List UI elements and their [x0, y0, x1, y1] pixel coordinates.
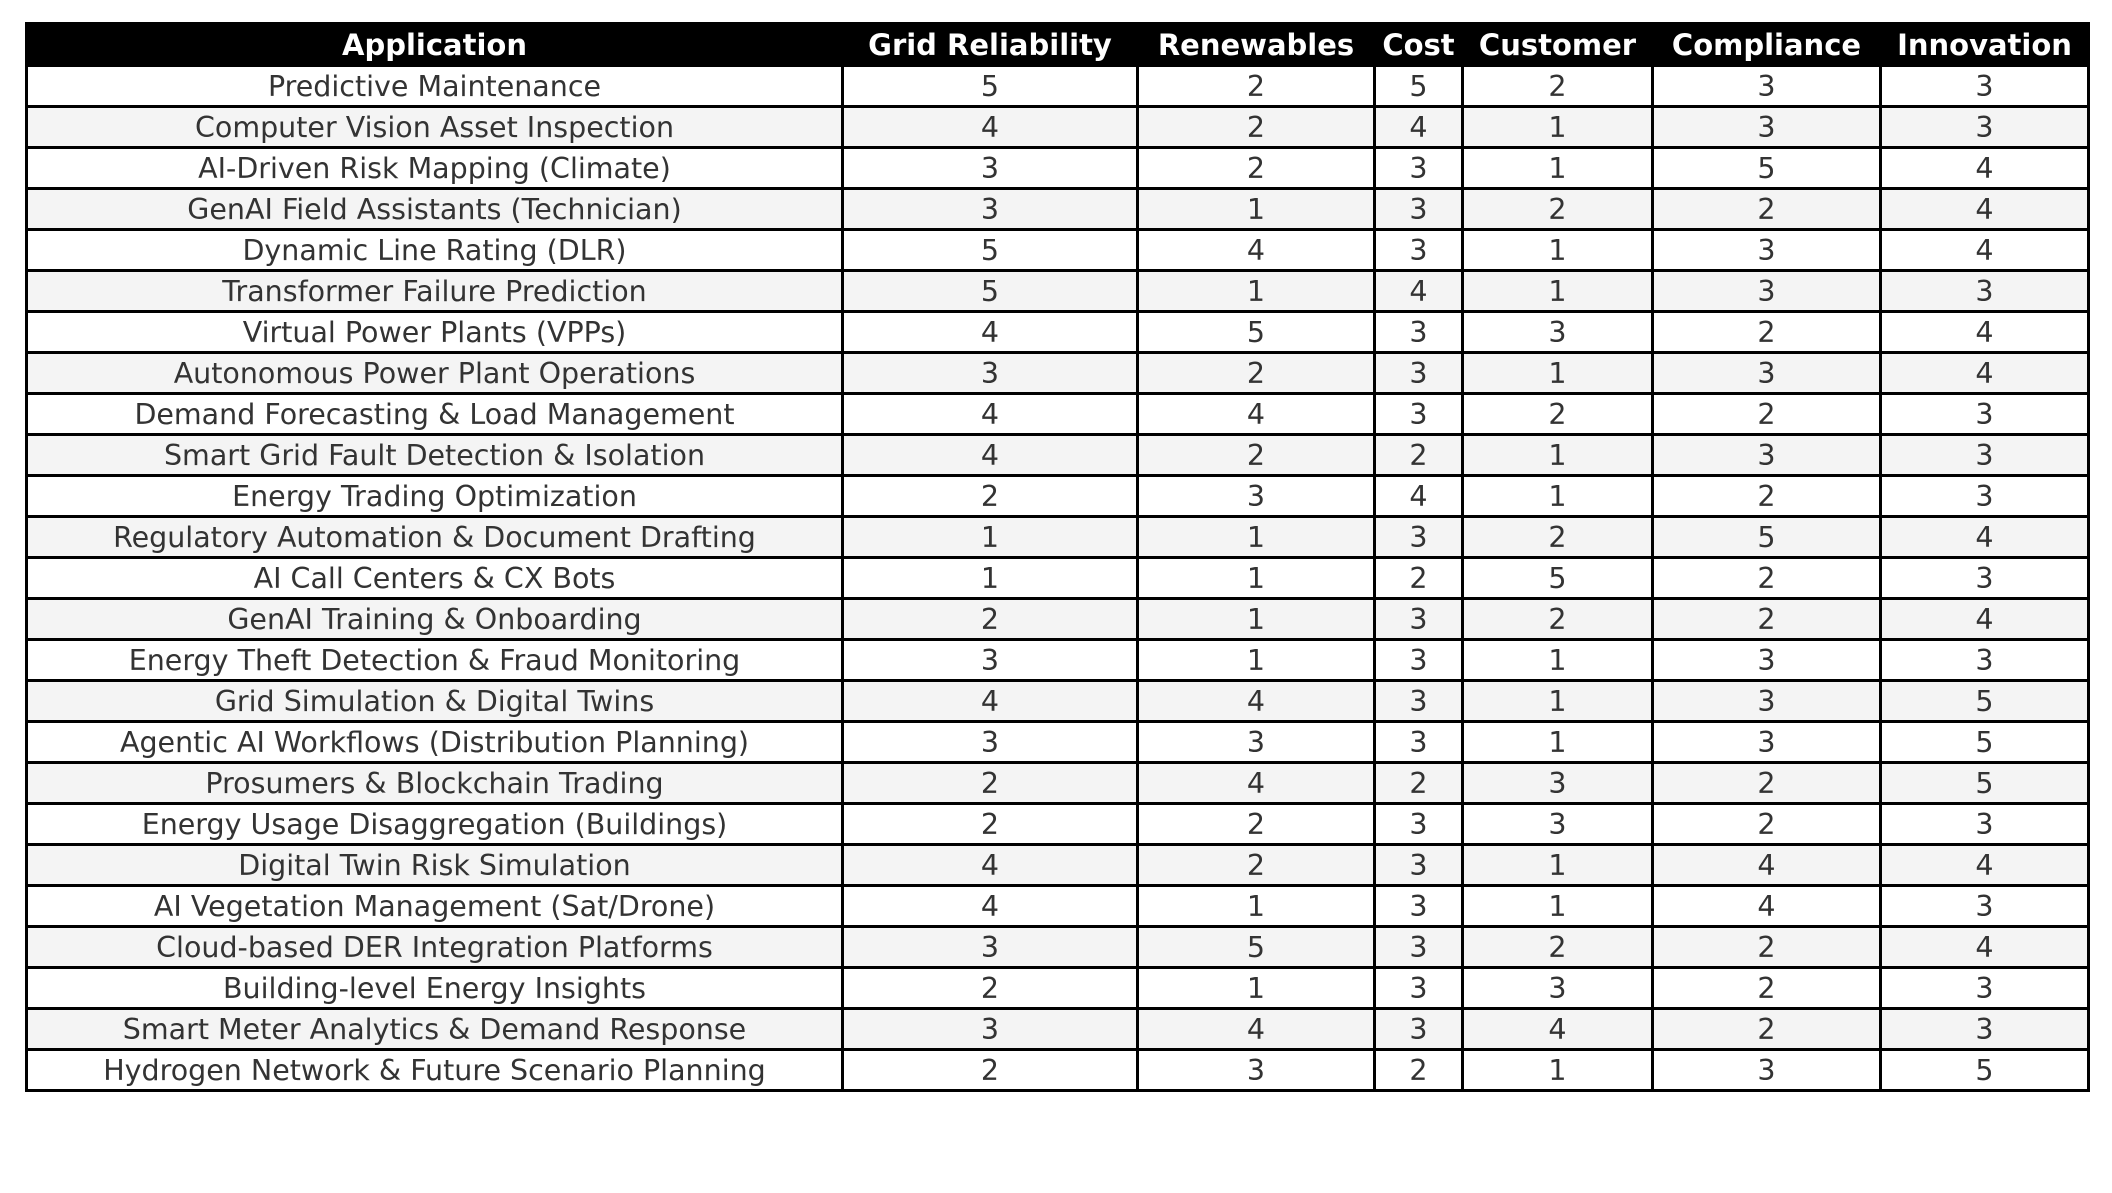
score-cell: 1: [1463, 886, 1653, 927]
application-cell: AI Vegetation Management (Sat/Drone): [27, 886, 843, 927]
score-cell: 3: [1881, 435, 2089, 476]
application-cell: Autonomous Power Plant Operations: [27, 353, 843, 394]
score-cell: 3: [1463, 968, 1653, 1009]
score-cell: 4: [1375, 476, 1463, 517]
score-cell: 4: [843, 394, 1138, 435]
score-cell: 3: [843, 189, 1138, 230]
score-cell: 3: [1375, 189, 1463, 230]
score-cell: 1: [1463, 271, 1653, 312]
column-header: Renewables: [1138, 24, 1375, 66]
score-cell: 4: [1138, 681, 1375, 722]
score-cell: 2: [843, 804, 1138, 845]
table-row: [27, 968, 2089, 1009]
score-cell: 3: [1375, 353, 1463, 394]
application-cell: Hydrogen Network & Future Scenario Planning: [27, 1050, 843, 1091]
score-cell: 2: [1138, 107, 1375, 148]
column-header: Compliance: [1653, 24, 1881, 66]
score-cell: 3: [1375, 1009, 1463, 1050]
score-cell: 4: [843, 107, 1138, 148]
table-row: [27, 189, 2089, 230]
score-cell: 3: [1653, 681, 1881, 722]
score-cell: 3: [1138, 1050, 1375, 1091]
application-cell: GenAI Training & Onboarding: [27, 599, 843, 640]
score-cell: 1: [1138, 640, 1375, 681]
score-cell: 2: [1653, 1009, 1881, 1050]
application-cell: Computer Vision Asset Inspection: [27, 107, 843, 148]
score-cell: 3: [1375, 722, 1463, 763]
score-cell: 2: [843, 763, 1138, 804]
score-cell: 4: [843, 312, 1138, 353]
column-header: Grid Reliability: [843, 24, 1138, 66]
score-cell: 3: [1375, 148, 1463, 189]
score-cell: 4: [843, 845, 1138, 886]
score-cell: 3: [1375, 312, 1463, 353]
score-cell: 2: [1653, 763, 1881, 804]
header-row: [27, 24, 2089, 66]
score-cell: 2: [843, 968, 1138, 1009]
score-cell: 3: [1881, 476, 2089, 517]
score-cell: 4: [1375, 107, 1463, 148]
score-cell: 2: [1653, 394, 1881, 435]
score-cell: 3: [1653, 1050, 1881, 1091]
application-cell: Energy Usage Disaggregation (Buildings): [27, 804, 843, 845]
score-cell: 4: [843, 435, 1138, 476]
score-cell: 2: [1463, 189, 1653, 230]
application-cell: Transformer Failure Prediction: [27, 271, 843, 312]
application-cell: AI-Driven Risk Mapping (Climate): [27, 148, 843, 189]
application-cell: GenAI Field Assistants (Technician): [27, 189, 843, 230]
score-cell: 3: [1653, 66, 1881, 107]
score-cell: 2: [1138, 435, 1375, 476]
score-cell: 3: [843, 927, 1138, 968]
table-row: [27, 599, 2089, 640]
score-cell: 2: [1653, 927, 1881, 968]
score-cell: 5: [1881, 1050, 2089, 1091]
score-cell: 3: [1881, 1009, 2089, 1050]
score-cell: 3: [1375, 599, 1463, 640]
score-cell: 1: [1463, 845, 1653, 886]
score-cell: 4: [1881, 312, 2089, 353]
score-cell: 3: [1463, 804, 1653, 845]
score-cell: 5: [843, 271, 1138, 312]
score-cell: 1: [1138, 558, 1375, 599]
score-cell: 4: [1881, 599, 2089, 640]
score-cell: 3: [1881, 107, 2089, 148]
score-cell: 5: [1653, 148, 1881, 189]
score-cell: 5: [1375, 66, 1463, 107]
score-cell: 4: [1653, 886, 1881, 927]
score-cell: 3: [1375, 804, 1463, 845]
score-cell: 3: [1375, 681, 1463, 722]
score-cell: 3: [1881, 640, 2089, 681]
application-cell: Energy Theft Detection & Fraud Monitoring: [27, 640, 843, 681]
score-cell: 3: [1375, 640, 1463, 681]
application-cell: Cloud-based DER Integration Platforms: [27, 927, 843, 968]
score-cell: 3: [1375, 230, 1463, 271]
score-cell: 4: [843, 681, 1138, 722]
score-cell: 2: [1653, 558, 1881, 599]
score-cell: 3: [1375, 886, 1463, 927]
application-cell: Demand Forecasting & Load Management: [27, 394, 843, 435]
score-cell: 2: [1653, 804, 1881, 845]
score-cell: 5: [1138, 927, 1375, 968]
score-cell: 3: [843, 1009, 1138, 1050]
score-cell: 4: [1881, 927, 2089, 968]
score-cell: 4: [843, 886, 1138, 927]
score-cell: 4: [1138, 230, 1375, 271]
score-cell: 2: [843, 476, 1138, 517]
table-row: [27, 312, 2089, 353]
score-cell: 3: [843, 353, 1138, 394]
application-cell: Dynamic Line Rating (DLR): [27, 230, 843, 271]
score-cell: 3: [1653, 722, 1881, 763]
score-cell: 5: [843, 66, 1138, 107]
column-header: Cost: [1375, 24, 1463, 66]
application-cell: Energy Trading Optimization: [27, 476, 843, 517]
score-cell: 1: [1463, 435, 1653, 476]
application-cell: Regulatory Automation & Document Drafting: [27, 517, 843, 558]
score-cell: 2: [843, 1050, 1138, 1091]
score-cell: 2: [1463, 517, 1653, 558]
score-cell: 4: [1881, 230, 2089, 271]
score-cell: 1: [1463, 1050, 1653, 1091]
table-row: [27, 353, 2089, 394]
score-cell: 3: [1375, 927, 1463, 968]
score-cell: 2: [1138, 353, 1375, 394]
score-cell: 2: [1653, 599, 1881, 640]
score-cell: 3: [1881, 394, 2089, 435]
score-cell: 3: [1375, 845, 1463, 886]
table-row: [27, 1009, 2089, 1050]
table-row: [27, 107, 2089, 148]
score-cell: 1: [1138, 189, 1375, 230]
score-cell: 2: [1653, 312, 1881, 353]
score-cell: 2: [1463, 66, 1653, 107]
score-cell: 3: [1138, 722, 1375, 763]
score-cell: 4: [1375, 271, 1463, 312]
application-cell: AI Call Centers & CX Bots: [27, 558, 843, 599]
application-cell: Smart Meter Analytics & Demand Response: [27, 1009, 843, 1050]
score-cell: 4: [1881, 845, 2089, 886]
application-cell: Smart Grid Fault Detection & Isolation: [27, 435, 843, 476]
column-header: Customer: [1463, 24, 1653, 66]
score-cell: 5: [843, 230, 1138, 271]
application-cell: Predictive Maintenance: [27, 66, 843, 107]
score-cell: 5: [1881, 681, 2089, 722]
table-row: [27, 435, 2089, 476]
score-cell: 4: [1881, 517, 2089, 558]
score-cell: 3: [843, 148, 1138, 189]
score-cell: 3: [1653, 435, 1881, 476]
application-cell: Agentic AI Workflows (Distribution Planning): [27, 722, 843, 763]
score-cell: 1: [1463, 640, 1653, 681]
table-row: [27, 148, 2089, 189]
score-cell: 2: [1138, 148, 1375, 189]
score-cell: 2: [1653, 476, 1881, 517]
score-cell: 2: [1138, 804, 1375, 845]
score-cell: 1: [1463, 107, 1653, 148]
score-cell: 4: [1881, 189, 2089, 230]
score-cell: 4: [1881, 148, 2089, 189]
score-cell: 3: [843, 640, 1138, 681]
application-cell: Digital Twin Risk Simulation: [27, 845, 843, 886]
score-cell: 1: [1138, 599, 1375, 640]
score-cell: 1: [1138, 517, 1375, 558]
column-header: Application: [27, 24, 843, 66]
score-cell: 3: [1881, 558, 2089, 599]
score-cell: 4: [1463, 1009, 1653, 1050]
score-cell: 5: [1653, 517, 1881, 558]
table-body: [27, 66, 2089, 1091]
table-row: [27, 927, 2089, 968]
score-cell: 5: [1463, 558, 1653, 599]
score-cell: 4: [1138, 763, 1375, 804]
score-cell: 1: [1138, 886, 1375, 927]
score-cell: 1: [1138, 968, 1375, 1009]
score-cell: 1: [843, 558, 1138, 599]
score-cell: 2: [1375, 1050, 1463, 1091]
score-cell: 1: [1463, 148, 1653, 189]
score-cell: 3: [1881, 271, 2089, 312]
application-cell: Building-level Energy Insights: [27, 968, 843, 1009]
score-cell: 3: [843, 722, 1138, 763]
score-cell: 5: [1881, 722, 2089, 763]
score-cell: 2: [1653, 189, 1881, 230]
table-row: [27, 1050, 2089, 1091]
score-cell: 2: [1138, 66, 1375, 107]
score-cell: 3: [1881, 804, 2089, 845]
score-cell: 2: [1463, 927, 1653, 968]
table-row: [27, 640, 2089, 681]
table-row: [27, 763, 2089, 804]
table-row: [27, 66, 2089, 107]
score-cell: 3: [1375, 394, 1463, 435]
score-cell: 1: [1463, 681, 1653, 722]
score-cell: 3: [1138, 476, 1375, 517]
score-cell: 3: [1653, 271, 1881, 312]
score-cell: 2: [843, 599, 1138, 640]
score-cell: 2: [1653, 968, 1881, 1009]
scores-table: [25, 22, 2090, 1092]
score-cell: 2: [1375, 763, 1463, 804]
table-row: [27, 230, 2089, 271]
score-cell: 1: [1463, 353, 1653, 394]
table-row: [27, 394, 2089, 435]
table-row: [27, 558, 2089, 599]
score-cell: 3: [1653, 230, 1881, 271]
score-cell: 2: [1375, 558, 1463, 599]
score-cell: 2: [1138, 845, 1375, 886]
table-row: [27, 681, 2089, 722]
score-cell: 3: [1463, 763, 1653, 804]
score-cell: 5: [1881, 763, 2089, 804]
column-header: Innovation: [1881, 24, 2089, 66]
score-cell: 3: [1653, 107, 1881, 148]
table-row: [27, 804, 2089, 845]
score-cell: 3: [1375, 517, 1463, 558]
score-cell: 3: [1653, 640, 1881, 681]
table-row: [27, 271, 2089, 312]
score-cell: 2: [1375, 435, 1463, 476]
score-cell: 3: [1463, 312, 1653, 353]
score-cell: 4: [1653, 845, 1881, 886]
score-cell: 3: [1881, 968, 2089, 1009]
score-cell: 1: [1138, 271, 1375, 312]
table-row: [27, 517, 2089, 558]
application-cell: Virtual Power Plants (VPPs): [27, 312, 843, 353]
score-cell: 1: [1463, 230, 1653, 271]
score-cell: 1: [843, 517, 1138, 558]
score-cell: 3: [1881, 66, 2089, 107]
score-cell: 3: [1375, 968, 1463, 1009]
score-cell: 2: [1463, 599, 1653, 640]
table-row: [27, 476, 2089, 517]
application-cell: Grid Simulation & Digital Twins: [27, 681, 843, 722]
score-cell: 3: [1653, 353, 1881, 394]
score-cell: 4: [1138, 394, 1375, 435]
application-cell: Prosumers & Blockchain Trading: [27, 763, 843, 804]
score-cell: 4: [1138, 1009, 1375, 1050]
score-cell: 1: [1463, 722, 1653, 763]
table-row: [27, 722, 2089, 763]
score-cell: 4: [1881, 353, 2089, 394]
table-header: [27, 24, 2089, 66]
score-cell: 1: [1463, 476, 1653, 517]
score-cell: 5: [1138, 312, 1375, 353]
table-row: [27, 845, 2089, 886]
score-cell: 3: [1881, 886, 2089, 927]
table-row: [27, 886, 2089, 927]
score-cell: 2: [1463, 394, 1653, 435]
